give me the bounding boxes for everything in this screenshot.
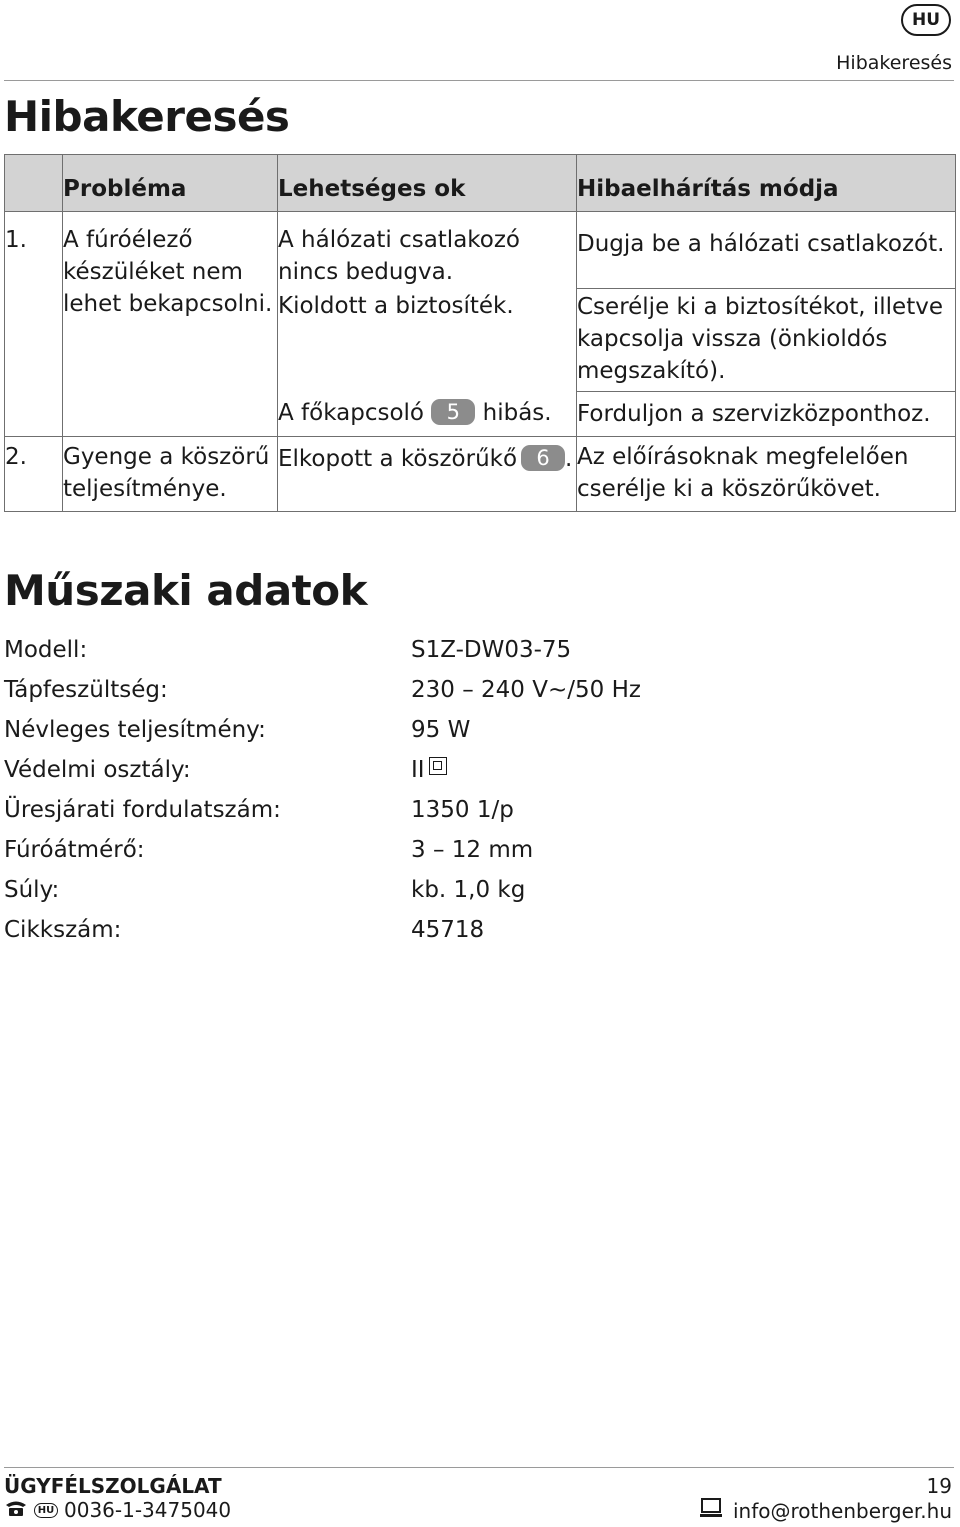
computer-icon [699, 1498, 723, 1523]
spec-value: kb. 1,0 kg [411, 877, 526, 903]
spec-label: Tápfeszültség: [4, 677, 168, 703]
column-header-num [5, 155, 63, 212]
spec-value: 3 – 12 mm [411, 837, 534, 863]
solution-cell: Az előírásoknak megfelelően cserélje ki a köszörűkövet. [577, 436, 956, 511]
problem-cell: Gyenge a köszörű teljesítménye. [63, 436, 278, 511]
language-badge: HU [901, 4, 951, 36]
service-phone [4, 1498, 231, 1522]
spec-value: 1350 1/p [411, 797, 514, 823]
row-number: 1. [5, 212, 63, 437]
spec-label: Üresjárati fordulatszám: [4, 797, 281, 823]
cause-cell: A hálózati csatlakozó nincs bedugva. [278, 212, 577, 289]
header-divider [4, 80, 954, 81]
spec-label: Cikkszám: [4, 917, 122, 943]
spec-value: 45718 [411, 917, 485, 943]
cause-text: . [565, 445, 573, 472]
service-title: ÜGYFÉLSZOLGÁLAT [4, 1474, 222, 1498]
spec-label: Súly: [4, 877, 60, 903]
cause-cell [278, 436, 577, 511]
phone-icon [4, 1498, 28, 1522]
spec-label: Védelmi osztály: [4, 757, 191, 783]
cause-text: A főkapcsoló [278, 400, 424, 426]
column-header-problem: Probléma [63, 155, 278, 212]
cause-text: hibás. [482, 400, 552, 426]
header-section-title: Hibakeresés [836, 52, 952, 74]
row-number: 2. [5, 436, 63, 511]
column-header-solution: Hibaelhárítás módja [577, 155, 956, 212]
footer-divider [4, 1467, 954, 1468]
service-email [699, 1498, 952, 1523]
country-badge: HU [34, 1503, 58, 1518]
protection-class-text: II [411, 757, 425, 783]
part-number-badge: 5 [431, 399, 475, 425]
spec-value: 95 W [411, 717, 471, 743]
spec-label: Fúróátmérő: [4, 837, 145, 863]
solution-cell: Forduljon a szervizközponthoz. [577, 391, 956, 436]
cause-text: Elkopott a köszörűkő [278, 445, 518, 472]
spec-value-protection-class [411, 750, 447, 790]
specs-heading: Műszaki adatok [4, 566, 368, 615]
solution-cell: Dugja be a hálózati csatlakozót. [577, 212, 956, 289]
troubleshooting-heading: Hibakeresés [4, 92, 290, 141]
problem-cell: A fúróélező készüléket nem lehet bekapcsolni. [63, 212, 278, 437]
spec-value: S1Z-DW03-75 [411, 637, 572, 663]
email-address: info@rothenberger.hu [733, 1498, 952, 1523]
class-ii-double-square-icon [429, 757, 447, 775]
solution-cell: Cserélje ki a biztosítékot, illetve kapcsolja vissza (önkioldós megszakító). [577, 288, 956, 391]
table-row [5, 212, 956, 289]
table-header-row [5, 155, 956, 212]
phone-number: 0036-1-3475040 [64, 1498, 232, 1522]
page-number: 19 [926, 1474, 952, 1498]
cause-cell: Kioldott a biztosíték. [278, 288, 577, 391]
part-number-badge: 6 [521, 445, 565, 471]
spec-label: Modell: [4, 637, 88, 663]
column-header-cause: Lehetséges ok [278, 155, 577, 212]
troubleshooting-table [4, 154, 956, 512]
spec-label: Névleges teljesítmény: [4, 717, 266, 743]
spec-value: 230 – 240 V~/50 Hz [411, 677, 641, 703]
cause-cell [278, 391, 577, 436]
table-row [5, 436, 956, 511]
